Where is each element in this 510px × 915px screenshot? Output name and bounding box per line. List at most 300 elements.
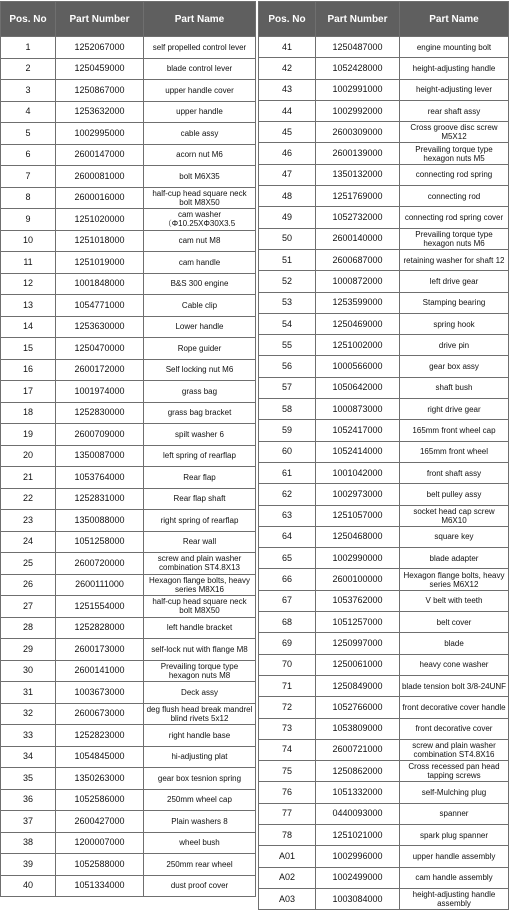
part-name-cell: spark plug spanner (400, 824, 509, 845)
pos-no-cell: 3 (1, 80, 56, 102)
pos-no-cell: 51 (259, 249, 316, 270)
table-row (259, 761, 509, 782)
table-row (1, 230, 256, 252)
pos-no-cell: 15 (1, 338, 56, 360)
part-name-cell: blade control lever (144, 58, 256, 80)
table-row (259, 675, 509, 696)
part-name-cell: screw and plain washer combination ST4.8X16 (400, 739, 509, 760)
part-name-cell: left handle bracket (144, 617, 256, 639)
part-number-cell: 2600141000 (56, 660, 144, 682)
part-number-cell: 1350088000 (56, 510, 144, 532)
pos-no-cell: A01 (259, 846, 316, 867)
part-name-cell: Deck assy (144, 682, 256, 704)
parts-table-right (258, 1, 509, 910)
part-name-cell: B&S 300 engine (144, 273, 256, 295)
part-name-cell: shaft bush (400, 377, 509, 398)
part-name-cell: Rope guider (144, 338, 256, 360)
pos-no-cell: 77 (259, 803, 316, 824)
part-number-cell: 1250867000 (56, 80, 144, 102)
pos-no-cell: 35 (1, 768, 56, 790)
table-row (259, 569, 509, 590)
table-row (1, 832, 256, 854)
part-name-cell: Lower handle (144, 316, 256, 338)
part-number-cell: 1003084000 (316, 888, 400, 909)
pos-no-cell: 63 (259, 505, 316, 526)
pos-no-cell: 75 (259, 761, 316, 782)
pos-no-cell: 10 (1, 230, 56, 252)
pos-no-cell: 18 (1, 402, 56, 424)
part-name-cell: 165mm front wheel cap (400, 420, 509, 441)
table-row (259, 420, 509, 441)
part-name-cell: connecting rod spring cover (400, 207, 509, 228)
pos-no-cell: 8 (1, 187, 56, 209)
part-number-cell: 1001042000 (316, 462, 400, 483)
part-number-cell: 1001974000 (56, 381, 144, 403)
part-number-cell: 1350087000 (56, 445, 144, 467)
part-name-cell: spring hook (400, 313, 509, 334)
part-name-cell: spilt washer 6 (144, 424, 256, 446)
pos-no-cell: 30 (1, 660, 56, 682)
part-name-cell: right spring of rearflap (144, 510, 256, 532)
part-number-cell: 1002995000 (56, 123, 144, 145)
table-row (1, 768, 256, 790)
part-name-cell: self-lock nut with flange M8 (144, 639, 256, 661)
table-row (1, 811, 256, 833)
table-row (1, 789, 256, 811)
part-number-cell: 1050642000 (316, 377, 400, 398)
table-row (1, 144, 256, 166)
pos-no-cell: 66 (259, 569, 316, 590)
pos-no-cell: 26 (1, 574, 56, 596)
header-pos-no: Pos. No (1, 2, 56, 37)
part-name-cell: square key (400, 526, 509, 547)
part-number-cell: 2600147000 (56, 144, 144, 166)
part-number-cell: 2600016000 (56, 187, 144, 209)
table-row (259, 207, 509, 228)
pos-no-cell: 33 (1, 725, 56, 747)
part-number-cell: 1250487000 (316, 37, 400, 58)
part-number-cell: 1053764000 (56, 467, 144, 489)
header-row (259, 2, 509, 37)
table-row (259, 335, 509, 356)
pos-no-cell: 31 (1, 682, 56, 704)
part-number-cell: 1251554000 (56, 596, 144, 618)
part-name-cell: Self locking nut M6 (144, 359, 256, 381)
pos-no-cell: 17 (1, 381, 56, 403)
table-row (259, 37, 509, 58)
part-number-cell: 1250061000 (316, 654, 400, 675)
table-row (1, 58, 256, 80)
header-pos-no: Pos. No (259, 2, 316, 37)
pos-no-cell: 45 (259, 122, 316, 143)
pos-no-cell: 69 (259, 633, 316, 654)
part-number-cell: 2600173000 (56, 639, 144, 661)
table-row (259, 590, 509, 611)
part-name-cell: left spring of rearflap (144, 445, 256, 467)
pos-no-cell: 39 (1, 854, 56, 876)
part-name-cell: right handle base (144, 725, 256, 747)
table-row (259, 548, 509, 569)
part-number-cell: 1052586000 (56, 789, 144, 811)
table-row (1, 295, 256, 317)
part-number-cell: 1253630000 (56, 316, 144, 338)
table-row (1, 746, 256, 768)
pos-no-cell: 47 (259, 164, 316, 185)
part-name-cell: acorn nut M6 (144, 144, 256, 166)
table-row (259, 462, 509, 483)
part-name-cell: blade adapter (400, 548, 509, 569)
part-number-cell: 1002990000 (316, 548, 400, 569)
part-name-cell: Prevailing torque type hexagon nuts M8 (144, 660, 256, 682)
table-row (259, 612, 509, 633)
part-name-cell: Rear flap shaft (144, 488, 256, 510)
table-row (1, 682, 256, 704)
part-number-cell: 1051258000 (56, 531, 144, 553)
pos-no-cell: 76 (259, 782, 316, 803)
part-number-cell: 1250459000 (56, 58, 144, 80)
table-row (1, 703, 256, 725)
part-number-cell: 1051334000 (56, 875, 144, 897)
part-name-cell: connecting rod spring (400, 164, 509, 185)
pos-no-cell: 5 (1, 123, 56, 145)
pos-no-cell: 54 (259, 313, 316, 334)
part-name-cell: cam nut M8 (144, 230, 256, 252)
part-name-cell: bolt M6X35 (144, 166, 256, 188)
table-row (1, 123, 256, 145)
table-row (1, 553, 256, 575)
part-number-cell: 1052428000 (316, 58, 400, 79)
pos-no-cell: 7 (1, 166, 56, 188)
table-row (259, 803, 509, 824)
part-name-cell: deg flush head break mandrel blind rivets 5x12 (144, 703, 256, 725)
part-number-cell: 1250862000 (316, 761, 400, 782)
part-name-cell: half-cup head square neck bolt M8X50 (144, 187, 256, 209)
part-name-cell: drive pin (400, 335, 509, 356)
table-row (1, 660, 256, 682)
part-name-cell: half-cup head square neck bolt M8X50 (144, 596, 256, 618)
part-name-cell: Cross groove disc screw M5X12 (400, 122, 509, 143)
part-name-cell: Hexagon flange bolts, heavy series M6X12 (400, 569, 509, 590)
table-row (1, 37, 256, 59)
table-row (1, 424, 256, 446)
part-name-cell: belt cover (400, 612, 509, 633)
table-row (1, 574, 256, 596)
part-name-cell: cam washer（Φ10.25XΦ30X3.5 (144, 209, 256, 231)
part-name-cell: blade (400, 633, 509, 654)
part-number-cell: 2600687000 (316, 249, 400, 270)
table-row (259, 58, 509, 79)
header-part-name: Part Name (144, 2, 256, 37)
part-number-cell: 1052732000 (316, 207, 400, 228)
table-row (1, 316, 256, 338)
part-name-cell: 165mm front wheel (400, 441, 509, 462)
pos-no-cell: 13 (1, 295, 56, 317)
part-number-cell: 1252828000 (56, 617, 144, 639)
part-name-cell: spanner (400, 803, 509, 824)
table-row (259, 377, 509, 398)
part-number-cell: 1001848000 (56, 273, 144, 295)
pos-no-cell: 24 (1, 531, 56, 553)
part-name-cell: upper handle cover (144, 80, 256, 102)
table-row (259, 505, 509, 526)
part-number-cell: 1052588000 (56, 854, 144, 876)
table-row (1, 445, 256, 467)
part-name-cell: grass bag (144, 381, 256, 403)
table-row (259, 271, 509, 292)
table-row (1, 639, 256, 661)
table-row (259, 292, 509, 313)
table-row (259, 697, 509, 718)
pos-no-cell: 6 (1, 144, 56, 166)
pos-no-cell: 70 (259, 654, 316, 675)
pos-no-cell: 58 (259, 399, 316, 420)
pos-no-cell: 78 (259, 824, 316, 845)
table-row (1, 510, 256, 532)
part-number-cell: 1250470000 (56, 338, 144, 360)
pos-no-cell: 46 (259, 143, 316, 164)
part-number-cell: 1350132000 (316, 164, 400, 185)
part-name-cell: 250mm rear wheel (144, 854, 256, 876)
pos-no-cell: A03 (259, 888, 316, 909)
part-number-cell: 1053809000 (316, 718, 400, 739)
part-name-cell: cam handle (144, 252, 256, 274)
table-row (259, 888, 509, 909)
part-number-cell: 1054845000 (56, 746, 144, 768)
pos-no-cell: 27 (1, 596, 56, 618)
part-name-cell: heavy cone washer (400, 654, 509, 675)
pos-no-cell: A02 (259, 867, 316, 888)
table-row (259, 356, 509, 377)
part-name-cell: gear box tesnion spring (144, 768, 256, 790)
table-row (259, 526, 509, 547)
pos-no-cell: 20 (1, 445, 56, 467)
part-number-cell: 1251019000 (56, 252, 144, 274)
part-number-cell: 1251021000 (316, 824, 400, 845)
pos-no-cell: 36 (1, 789, 56, 811)
table-row (259, 846, 509, 867)
part-name-cell: 250mm wheel cap (144, 789, 256, 811)
part-name-cell: cam handle assembly (400, 867, 509, 888)
pos-no-cell: 55 (259, 335, 316, 356)
part-number-cell: 1053762000 (316, 590, 400, 611)
part-number-cell: 1200007000 (56, 832, 144, 854)
part-number-cell: 1250469000 (316, 313, 400, 334)
part-number-cell: 1051332000 (316, 782, 400, 803)
pos-no-cell: 62 (259, 484, 316, 505)
table-row (1, 273, 256, 295)
part-number-cell: 1251769000 (316, 186, 400, 207)
pos-no-cell: 44 (259, 100, 316, 121)
part-number-cell: 1002991000 (316, 79, 400, 100)
part-name-cell: blade tension bolt 3/8-24UNF (400, 675, 509, 696)
part-number-cell: 2600709000 (56, 424, 144, 446)
pos-no-cell: 1 (1, 37, 56, 59)
part-name-cell: height-adjusting lever (400, 79, 509, 100)
part-number-cell: 2600427000 (56, 811, 144, 833)
header-part-name: Part Name (400, 2, 509, 37)
table-row (259, 782, 509, 803)
part-name-cell: Hexagon flange bolts, heavy series M8X16 (144, 574, 256, 596)
pos-no-cell: 48 (259, 186, 316, 207)
table-row (259, 867, 509, 888)
part-name-cell: Cross recessed pan head tapping screws (400, 761, 509, 782)
table-row (1, 338, 256, 360)
table-row (1, 80, 256, 102)
pos-no-cell: 23 (1, 510, 56, 532)
part-name-cell: Rear flap (144, 467, 256, 489)
part-number-cell: 1002996000 (316, 846, 400, 867)
parts-table-left (0, 1, 256, 897)
part-number-cell: 1251018000 (56, 230, 144, 252)
part-name-cell: Cable clip (144, 295, 256, 317)
table-row (259, 100, 509, 121)
part-name-cell: engine mounting bolt (400, 37, 509, 58)
table-row (259, 186, 509, 207)
pos-no-cell: 67 (259, 590, 316, 611)
pos-no-cell: 53 (259, 292, 316, 313)
table-row (259, 484, 509, 505)
part-number-cell: 1000873000 (316, 399, 400, 420)
pos-no-cell: 43 (259, 79, 316, 100)
table-row (259, 399, 509, 420)
table-row (259, 313, 509, 334)
table-row (259, 824, 509, 845)
pos-no-cell: 52 (259, 271, 316, 292)
part-name-cell: dust proof cover (144, 875, 256, 897)
part-number-cell: 2600081000 (56, 166, 144, 188)
part-number-cell: 1250849000 (316, 675, 400, 696)
table-row (1, 402, 256, 424)
pos-no-cell: 50 (259, 228, 316, 249)
part-name-cell: wheel bush (144, 832, 256, 854)
header-row (1, 2, 256, 37)
table-row (1, 101, 256, 123)
part-name-cell: screw and plain washer combination ST4.8X13 (144, 553, 256, 575)
part-name-cell: Rear wall (144, 531, 256, 553)
pos-no-cell: 61 (259, 462, 316, 483)
pos-no-cell: 12 (1, 273, 56, 295)
pos-no-cell: 64 (259, 526, 316, 547)
pos-no-cell: 60 (259, 441, 316, 462)
table-row (259, 122, 509, 143)
pos-no-cell: 56 (259, 356, 316, 377)
part-number-cell: 1252823000 (56, 725, 144, 747)
table-row (259, 633, 509, 654)
table-row (1, 596, 256, 618)
table-row (1, 488, 256, 510)
part-name-cell: self-Mulching plug (400, 782, 509, 803)
pos-no-cell: 71 (259, 675, 316, 696)
pos-no-cell: 73 (259, 718, 316, 739)
table-row (259, 739, 509, 760)
table-row (1, 617, 256, 639)
table-row (259, 143, 509, 164)
pos-no-cell: 40 (1, 875, 56, 897)
pos-no-cell: 28 (1, 617, 56, 639)
part-name-cell: self propelled control lever (144, 37, 256, 59)
part-number-cell: 2600309000 (316, 122, 400, 143)
part-name-cell: Prevailing torque type hexagon nuts M5 (400, 143, 509, 164)
part-name-cell: left drive gear (400, 271, 509, 292)
part-number-cell: 1250997000 (316, 633, 400, 654)
part-name-cell: Stamping bearing (400, 292, 509, 313)
pos-no-cell: 41 (259, 37, 316, 58)
part-number-cell: 2600721000 (316, 739, 400, 760)
part-name-cell: gear box assy (400, 356, 509, 377)
part-number-cell: 2600673000 (56, 703, 144, 725)
pos-no-cell: 57 (259, 377, 316, 398)
part-number-cell: 2600172000 (56, 359, 144, 381)
part-number-cell: 1052766000 (316, 697, 400, 718)
table-row (259, 441, 509, 462)
part-number-cell: 2600140000 (316, 228, 400, 249)
part-number-cell: 1052417000 (316, 420, 400, 441)
pos-no-cell: 11 (1, 252, 56, 274)
table-row (259, 718, 509, 739)
table-row (1, 209, 256, 231)
pos-no-cell: 29 (1, 639, 56, 661)
pos-no-cell: 19 (1, 424, 56, 446)
table-row (1, 381, 256, 403)
pos-no-cell: 34 (1, 746, 56, 768)
table-row (259, 164, 509, 185)
part-number-cell: 1250468000 (316, 526, 400, 547)
table-row (259, 79, 509, 100)
part-number-cell: 2600111000 (56, 574, 144, 596)
table-row (1, 166, 256, 188)
part-number-cell: 1350263000 (56, 768, 144, 790)
part-number-cell: 1252067000 (56, 37, 144, 59)
part-name-cell: rear shaft assy (400, 100, 509, 121)
part-number-cell: 1002992000 (316, 100, 400, 121)
part-number-cell: 2600720000 (56, 553, 144, 575)
header-part-number: Part Number (56, 2, 144, 37)
header-part-number: Part Number (316, 2, 400, 37)
pos-no-cell: 49 (259, 207, 316, 228)
pos-no-cell: 68 (259, 612, 316, 633)
part-name-cell: belt pulley assy (400, 484, 509, 505)
part-number-cell: 1253632000 (56, 101, 144, 123)
part-name-cell: V belt with teeth (400, 590, 509, 611)
part-number-cell: 1054771000 (56, 295, 144, 317)
pos-no-cell: 16 (1, 359, 56, 381)
pos-no-cell: 32 (1, 703, 56, 725)
part-number-cell: 1051257000 (316, 612, 400, 633)
part-number-cell: 1251057000 (316, 505, 400, 526)
pos-no-cell: 37 (1, 811, 56, 833)
part-name-cell: retaining washer for shaft 12 (400, 249, 509, 270)
pos-no-cell: 25 (1, 553, 56, 575)
table-row (1, 854, 256, 876)
part-number-cell: 2600100000 (316, 569, 400, 590)
pos-no-cell: 22 (1, 488, 56, 510)
table-row (1, 875, 256, 897)
pos-no-cell: 72 (259, 697, 316, 718)
part-number-cell: 0440093000 (316, 803, 400, 824)
part-name-cell: Plain washers 8 (144, 811, 256, 833)
part-number-cell: 1052414000 (316, 441, 400, 462)
pos-no-cell: 9 (1, 209, 56, 231)
part-name-cell: front decorative cover (400, 718, 509, 739)
part-name-cell: cable assy (144, 123, 256, 145)
pos-no-cell: 14 (1, 316, 56, 338)
table-row (259, 249, 509, 270)
table-row (1, 252, 256, 274)
table-row (1, 359, 256, 381)
pos-no-cell: 65 (259, 548, 316, 569)
pos-no-cell: 4 (1, 101, 56, 123)
part-name-cell: connecting rod (400, 186, 509, 207)
